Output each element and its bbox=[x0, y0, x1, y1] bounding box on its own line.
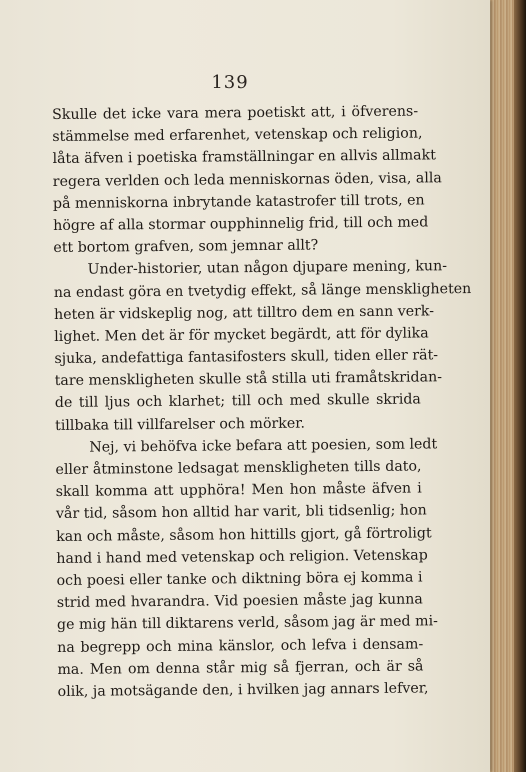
text-line: tare menskligheten skulle stå stilla uti framåtskridan- bbox=[54, 369, 443, 390]
page-number: 139 bbox=[211, 72, 249, 93]
text-line: strid med hvarandra. Vid poesien måste jag kunna bbox=[56, 591, 423, 612]
text-line: skall komma att upphöra! Men hon måste äfven i bbox=[55, 480, 422, 501]
book-cover-edge bbox=[514, 0, 526, 772]
text-line: kan och måste, såsom hon hittills gjort, gå förtroligt bbox=[56, 524, 432, 545]
text-line: lighet. Men det är för mycket begärdt, att för dylika bbox=[54, 325, 429, 345]
text-line: ge mig hän till diktarens verld, såsom jag är med mi- bbox=[56, 613, 438, 634]
text-line: stämmelse med erfarenhet, vetenskap och religion, bbox=[52, 125, 423, 146]
text-line: Skulle det icke vara mera poetiskt att, i öfverens- bbox=[52, 103, 419, 123]
text-line: olik, ja motsägande den, i hvilken jag annars lefver, bbox=[57, 680, 429, 700]
body-text bbox=[52, 100, 472, 703]
text-line: tillbaka till villfarelser och mörker. bbox=[55, 415, 306, 434]
text-line: ett bortom grafven, som jemnar allt? bbox=[53, 237, 319, 257]
text-line: hand i hand med vetenskap och religion. Vetenskap bbox=[56, 547, 428, 567]
text-line: vår tid, såsom hon alltid har varit, bli tidsenlig; hon bbox=[55, 502, 427, 523]
text-line: ma. Men om denna står mig så fjerran, och är så bbox=[57, 658, 424, 678]
text-line: låta äfven i poetiska framställningar en allvis allmakt bbox=[52, 147, 436, 168]
text-line: heten är vidskeplig nog, att tilltro dem en sann verk- bbox=[53, 303, 435, 323]
text-line: regera verlden och leda menniskornas öden, visa, alla bbox=[52, 169, 442, 190]
text-line: eller åtminstone ledsagat menskligheten tills dato, bbox=[55, 458, 422, 478]
text-line: högre af alla stormar oupphinnelig frid, till och med bbox=[53, 214, 429, 234]
text-line: på menniskorna inbrytande katastrofer till trots, en bbox=[52, 192, 425, 212]
text-line: sjuka, andefattiga fantasifosters skull, tiden eller rät- bbox=[54, 347, 439, 368]
text-line: na endast göra en tvetydig effekt, så länge menskligheten bbox=[53, 280, 472, 301]
text-line: och poesi eller tanke och diktning böra ej komma i bbox=[56, 569, 423, 589]
text-line: Under-historier, utan någon djupare mening, kun- bbox=[87, 258, 448, 278]
text-line: na begrepp och mina känslor, och lefva i densam- bbox=[57, 635, 424, 656]
text-line: de till ljus och klarhet; till och med skulle skrida bbox=[54, 391, 421, 412]
text-line: Nej, vi behöfva icke befara att poesien, som ledt bbox=[89, 436, 438, 456]
